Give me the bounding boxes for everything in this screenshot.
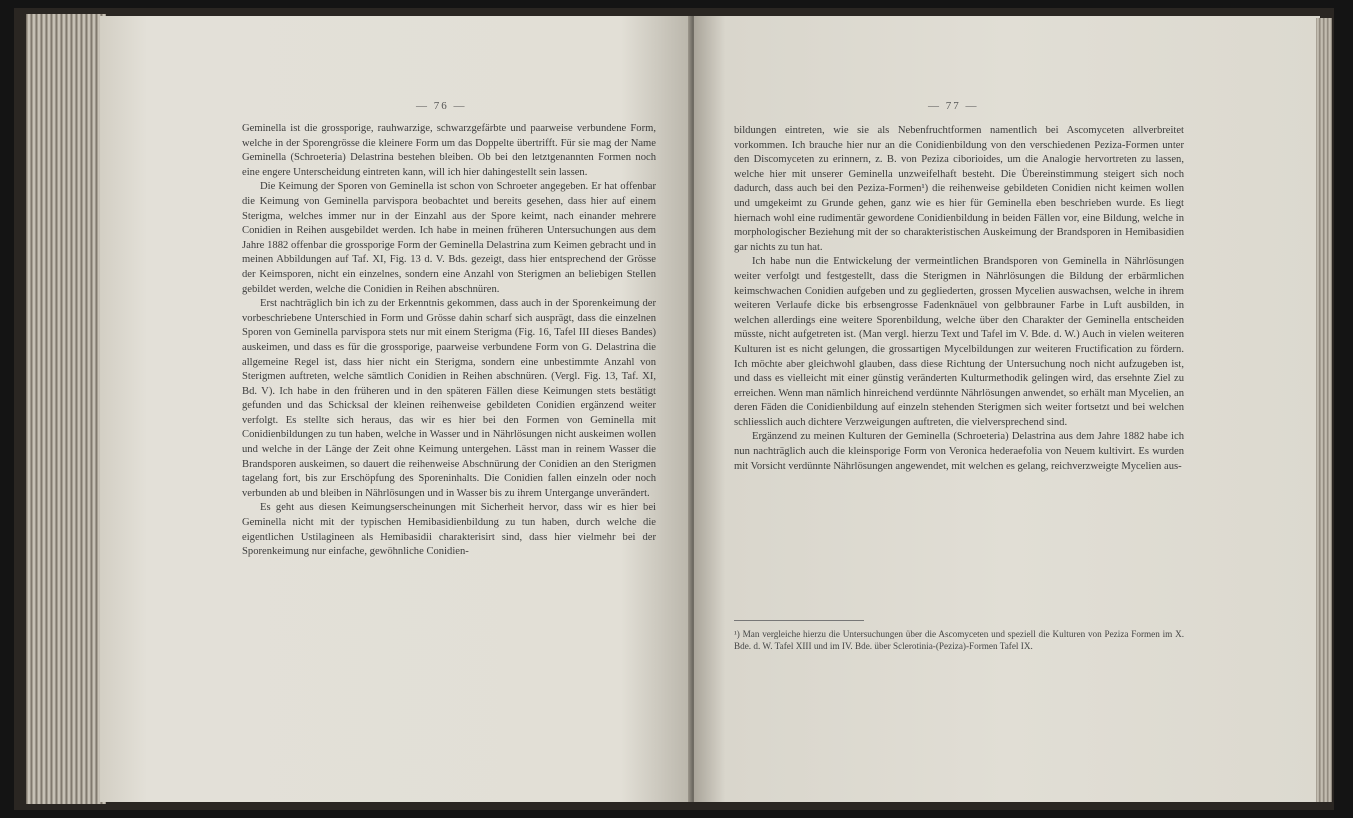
paragraph: Geminella ist die grossporige, rauhwarzige, schwarzgefärbte und paarweise verbundene Form, welche in der Sporengrösse die kleinere Form um das Doppelte übertrifft. Für sie mag der Name Geminella (Schroeteria) Delastrina bestehen bleiben. Ob bei den letztgenannten Formen noch eine engere Unterscheidung eintreten kann, will ich hier dahingestellt sein lassen. [242, 123, 656, 178]
paragraph: Es geht aus diesen Keimungserscheinungen mit Sicherheit hervor, dass wir es hier bei Geminella nicht mit der typischen Hemibasidienbildung zu tun haben, durch welche die eigentlichen Ustilagineen als Hemibasidii charakterisirt sind, dass hier vielmehr bei der Sporenkeimung nur einfache, gewöhnliche Conidien- [242, 502, 656, 558]
footnote: ¹) Man vergleiche hierzu die Untersuchungen über die Ascomyceten und speziell die Kulturen von Peziza Formen im X. Bde. d. W. Tafel XIII und im IV. Bde. über Sclerotinia-(Peziza)-Formen Tafel IX. [734, 629, 1184, 652]
paragraph: Die Keimung der Sporen von Geminella ist schon von Schroeter angegeben. Er hat offenbar die Keimung von Geminella parvispora beobachtet und bereits gesehen, dass hier auf einem Sterigma, welches immer nur in der Einzahl aus der Spore keimt, nach einander mehrere Conidien in Reihen ausgebildet werden. Ich habe in meinen früheren Untersuchungen aus dem Jahre 1882 offenbar die grossporige Form der Geminella Delastrina zum Keimen gebracht und in meinen Abbildungen auf Taf. XI, Fig. 13 d. V. Bds. gezeigt, dass hier entsprechend der Grösse der Keimsporen, nicht ein einzelnes, sondern eine Anzahl von Sterigmen an beliebigen Stellen gebildet werden, welche die Conidien in Reihen abschnüren. [242, 181, 656, 295]
paragraph: bildungen eintreten, wie sie als Nebenfruchtformen namentlich bei Ascomyceten allverbreitet vorkommen. Ich brauche hier nur an die Conidienbildung von den verschiedenen Peziza-Formen unter den Discomyceten zu erinnern, z. B. von Peziza ciborioides, um die Analogie hervortreten zu lassen, welche hier mit unserer Geminella unzweifelhaft besteht. Die Übereinstimmung steigert sich noch dadurch, dass auch bei den Peziza-Formen¹) die reihenweise gebildeten Conidien nicht keimen wollen und umgekeimt zu Grunde gehen, ganz wie es hier für Geminella eben beschrieben wurde. Es liegt hiernach wohl eine rudimentär gewordene Conidienbildung in beiden Fällen vor, eine Bildung, welche in morphologischer Beziehung mit der so charakteristischen Auskeimung der Brandsporen in Hemibasidien gar nichts zu tun hat. [734, 125, 1184, 253]
right-page-body [734, 124, 1184, 474]
left-page [100, 16, 692, 802]
page-number-left: — 76 — [416, 100, 467, 112]
page-number-right: — 77 — [928, 100, 979, 112]
paragraph: Ergänzend zu meinen Kulturen der Geminella (Schroeteria) Delastrina aus dem Jahre 1882 habe ich nun nachträglich auch die kleinsporige Form von Veronica hederaefolia von Neuem kultivirt. Es wurden mit Vorsicht verdünnte Nährlösungen angewendet, mit welchen es gelang, reichverzweigte Mycelien aus- [734, 431, 1184, 472]
footnote-rule [734, 620, 864, 621]
right-page-edges [1316, 18, 1332, 802]
paragraph: Erst nachträglich bin ich zu der Erkenntnis gekommen, dass auch in der Sporenkeimung der vorbeschriebene Unterschied in Form und Grösse dahin scharf sich ausprägt, dass die einzelnen Sporen von Geminella parvispora stets nur mit einem Sterigma (Fig. 16, Tafel III dieses Bandes) auskeimen, und dass es für die grossporige, paarweise verbundene Form von G. Delastrina die allgemeine Regel ist, dass hier nicht ein Sterigma, sondern eine unbestimmte Anzahl von Sterigmen auftreten, welche sämtlich Conidien in Reihen abschnüren. (Vergl. Fig. 13, Taf. XI, Bd. V). Ich habe in den früheren und in den späteren Fällen diese Keimungen stets bestätigt gefunden und das Schicksal der kleinen reihenweise gebildeten Conidien ergänzend weiter verfolgt. Es stellte sich heraus, das wir es hier bei den Formen von Geminella mit Conidienbildungen zu tun haben, welche in Wasser und in Nährlösungen nicht auskeimen wollen und welche in der Länge der Zeit ohne Keimung untergehen. Lässt man in reinem Wasser die Brandsporen auskeimen, so dauert die reihenweise Abschnürung der Conidien an den Sterigmen tagelang fort, bis zur Erschöpfung des Sporeninhalts. Die Conidien fallen einzeln oder noch verbunden ab und bleiben in Nährlösungen und in Wasser bis zu ihrem Untergange unverändert. [242, 298, 656, 499]
left-page-body [242, 122, 656, 560]
left-page-edges [26, 14, 106, 804]
right-page [694, 16, 1320, 802]
paragraph: Ich habe nun die Entwickelung der vermeintlichen Brandsporen von Geminella in Nährlösungen weiter verfolgt und festgestellt, dass die Sterigmen in Nährlösungen die Bildung der erbärmlichen keimschwachen Conidien aufgeben und zu gegliederten, grossen Mycelien auswachsen, welche in ihrem weiteren Verlaufe dicke bis erbsengrosse Fadenknäuel von gelbbrauner Farbe in Luft ausbilden, in welchen allerdings eine weitere Sporenbildung, welche über den Charakter der Geminella entscheiden müsste, nicht aufgetreten ist. (Man vergl. hierzu Text und Tafel im V. Bde. d. W.) Auch in vielen weiteren Kulturen ist es nicht gelungen, die grossartigen Mycelbildungen zur weiteren Fructification zu fördern. Ich möchte aber gleichwohl glauben, dass diese Richtung der Untersuchung noch nicht aufzugeben ist, und dass es vielleicht mit einer günstig veränderten Kulturmethodik gelingen wird, das ersehnte Ziel zu erreichen. Wenn man nämlich hinreichend verdünnte Nährlösungen anwendet, so erhält man Mycelien, an deren Fäden die Conidienbildung auf einzeln stehenden Sterigmen sich weiter fortsetzt und bei welchen schliesslich auch dichtere Verzweigungen auftreten, die vielversprechend sind. [734, 256, 1184, 428]
